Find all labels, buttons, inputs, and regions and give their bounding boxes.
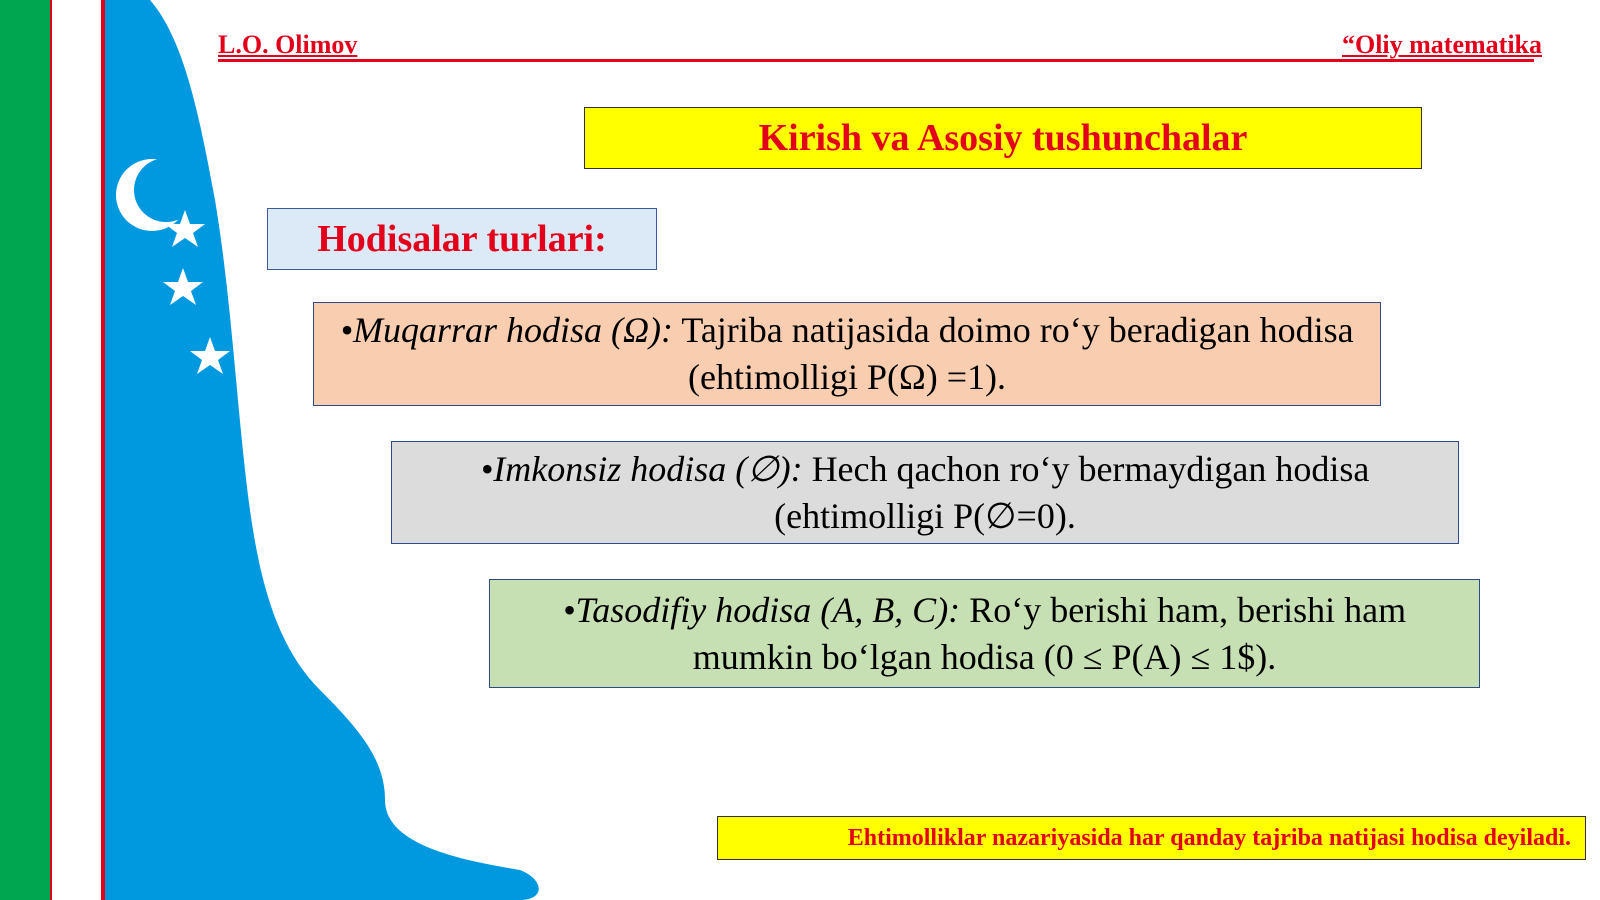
definition-random-event (489, 579, 1480, 688)
definition-term: •Imkonsiz hodisa (∅): (480, 448, 803, 489)
definition-text (508, 587, 1461, 681)
definition-body: Tajriba natijasida doimo ro‘y beradigan hodisa (ehtimolligi P(Ω) =1). (673, 310, 1354, 397)
white-stripe (50, 0, 102, 900)
header-course: “Oliy matematika (1341, 30, 1542, 59)
definition-text (410, 446, 1440, 540)
footnote: Ehtimolliklar nazariyasida har qanday tajriba natijasi hodisa deyiladi. (717, 816, 1586, 860)
green-stripe (0, 0, 50, 900)
header-author: L.O. Olimov (218, 30, 358, 59)
definition-text (332, 307, 1362, 401)
slide-title: Kirish va Asosiy tushunchalar (584, 107, 1422, 169)
definition-impossible-event (391, 441, 1459, 544)
red-stripe (101, 0, 105, 900)
red-stripe-inner (50, 0, 52, 900)
definition-term: •Muqarrar hodisa (Ω): (340, 310, 673, 350)
definition-term: •Tasodifiy hodisa (A, B, C): (562, 589, 961, 630)
definition-sure-event (313, 302, 1381, 406)
definition-body: Ro‘y berishi ham, berishi ham mumkin bo‘lgan hodisa (0 ≤ P(A) ≤ 1$). (692, 589, 1407, 677)
definition-body: Hech qachon ro‘y bermaydigan hodisa (ehtimolligi P(∅=0). (774, 448, 1370, 536)
slide-subtitle: Hodisalar turlari: (267, 208, 657, 270)
header-divider (218, 59, 1534, 62)
